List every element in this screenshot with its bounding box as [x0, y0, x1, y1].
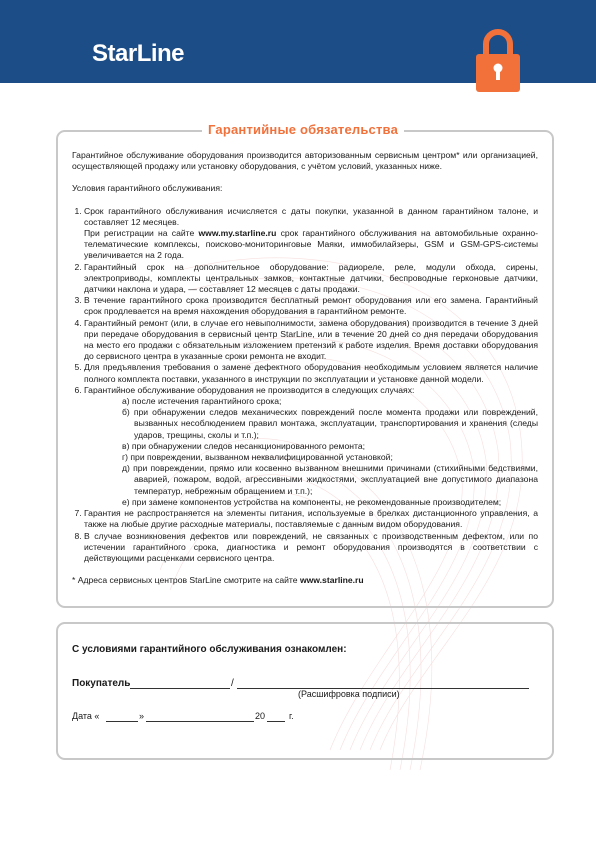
exclusion-item: в) при обнаружении следов несанкционированного ремонта;	[122, 440, 365, 451]
signature-caption: (Расшифровка подписи)	[298, 689, 400, 699]
condition-item: 6. Гарантийное обслуживание оборудования не производится в следующих случаях: а) после истечения гарантийного срока; б) при обнаружении следов механических повреждений после момента продажи или повреждений, вызванных несоблюдением правил монтажа, эксплуатации, транспортирования и хранения (следы ударов, трещины, сколы и т.п.); в) при обнаружении следов несанкционированного ремонта; г) при повреждении, вызванном неквалифицированной установкой; д) при повреждении, прямо или косвенно вызванном внешними причинами (стихийными бедствиями, аварией, пожаром, водой, агрессивными жидкостями, эксплуатацией вне допустимого диапазона температур, небрежным обращением и т.п.); е) при замене компонентов устройства на компоненты, не рекомендованные производителем;	[84, 385, 538, 508]
exclusion-list	[84, 396, 538, 508]
condition-item: 1. Срок гарантийного обслуживания исчисляется с даты покупки, указанной в данном гарантийном талоне, и составляет 12 месяцев. При регистрации на сайте www.my.starline.ru срок гарантийного обслуживания на автомобильные охранно-телематические комплексы, поисково-мониторинговые Маяки, иммобилайзеры, GSM и GSM-GPS-системы увеличивается на 2 года.	[84, 206, 538, 262]
header-band	[0, 0, 596, 83]
date-quote: »	[139, 711, 145, 721]
signature-separator: /	[231, 678, 234, 689]
condition-item: 4. Гарантийный ремонт (или, в случае его невыполнимости, замена оборудования) производится в течение 3 дней при передаче оборудования в сервисный центр StarLine, или в течение 20 дней со дня передачи оборудования на место его продажи с обязательным изложением претензий к работе изделия. Время доставки оборудования до сервисного центра в указанные сроки ремонта не входит.	[84, 318, 538, 363]
condition-item: 2. Гарантийный срок на дополнительное оборудование: радиореле, реле, модули обхода, сирены, электроприводы, комплекты центральных замков, контактные датчики, беспроводные герконовые датчики, датчики наклона и удара, — составляет 12 месяцев с даты продажи.	[84, 262, 538, 296]
date-year-suffix: г.	[289, 711, 294, 721]
date-year-prefix: 20	[255, 711, 266, 721]
date-month-line[interactable]	[146, 711, 254, 722]
conditions-heading: Условия гарантийного обслуживания:	[72, 183, 223, 194]
padlock-icon	[474, 26, 522, 92]
condition-item: 7. Гарантия не распространяется на элементы питания, используемые в брелках дистанционного управления, а также на любые другие расходные материалы, поставляемые с данным видом оборудования.	[84, 508, 538, 530]
date-label: Дата «	[72, 711, 100, 721]
starline-site-link[interactable]: www.starline.ru	[299, 575, 364, 586]
exclusion-item: а) после истечения гарантийного срока;	[122, 396, 282, 407]
exclusion-item: е) при замене компонентов устройства на компоненты, не рекомендованные производителем;	[122, 496, 502, 507]
warranty-content	[72, 150, 538, 586]
brand-logo: StarLine	[92, 40, 185, 67]
acknowledgment-title: С условиями гарантийного обслуживания ознакомлен:	[72, 644, 347, 655]
footnote: * Адреса сервисных центров StarLine смотрите на сайте www.starline.ru	[72, 575, 364, 586]
buyer-signature-line[interactable]	[130, 678, 230, 689]
exclusion-item: б) при обнаружении следов механических повреждений после момента продажи или повреждений, вызванных несоблюдением правил монтажа, эксплуатации, транспортирования и хранения (следы ударов, трещины, сколы и т.п.);	[122, 407, 538, 440]
buyer-label: Покупатель	[72, 678, 131, 689]
buyer-name-line[interactable]	[237, 678, 529, 689]
condition-item: 8. В случае возникновения дефектов или повреждений, не связанных с производственным дефектом, или по истечении гарантийного срока, диагностика и ремонт оборудования производятся в соответствии с действующими расценками сервисного центра.	[84, 531, 538, 565]
condition-item: 5. Для предъявления требования о замене дефектного оборудования необходимым условием является наличие полного комплекта поставки, указанного в инструкции по эксплуатации и установке данной модели.	[84, 362, 538, 384]
date-day-line[interactable]	[106, 711, 138, 722]
condition-item: 3. В течение гарантийного срока производится бесплатный ремонт оборудования или его замена. Гарантийный срок продлевается на время нахождения оборудования в гарантийном ремонте.	[84, 295, 538, 317]
my-starline-link[interactable]: www.my.starline.ru	[198, 228, 277, 239]
intro-paragraph: Гарантийное обслуживание оборудования производится авторизованным сервисным центром* или организацией, осуществляющей продажу или установку оборудования, с учётом условий, указанных ниже.	[72, 150, 538, 172]
conditions-list	[72, 206, 538, 565]
exclusion-item: д) при повреждении, прямо или косвенно вызванном внешними причинами (стихийными бедствиями, аварией, пожаром, водой, агрессивными жидкостями, эксплуатацией вне допустимого диапазона температур, небрежным обращением и т.п.);	[122, 463, 538, 496]
date-year-line[interactable]	[267, 711, 285, 722]
exclusion-item: г) при повреждении, вызванном неквалифицированной установкой;	[122, 452, 393, 463]
warranty-title: Гарантийные обязательства	[202, 122, 404, 137]
